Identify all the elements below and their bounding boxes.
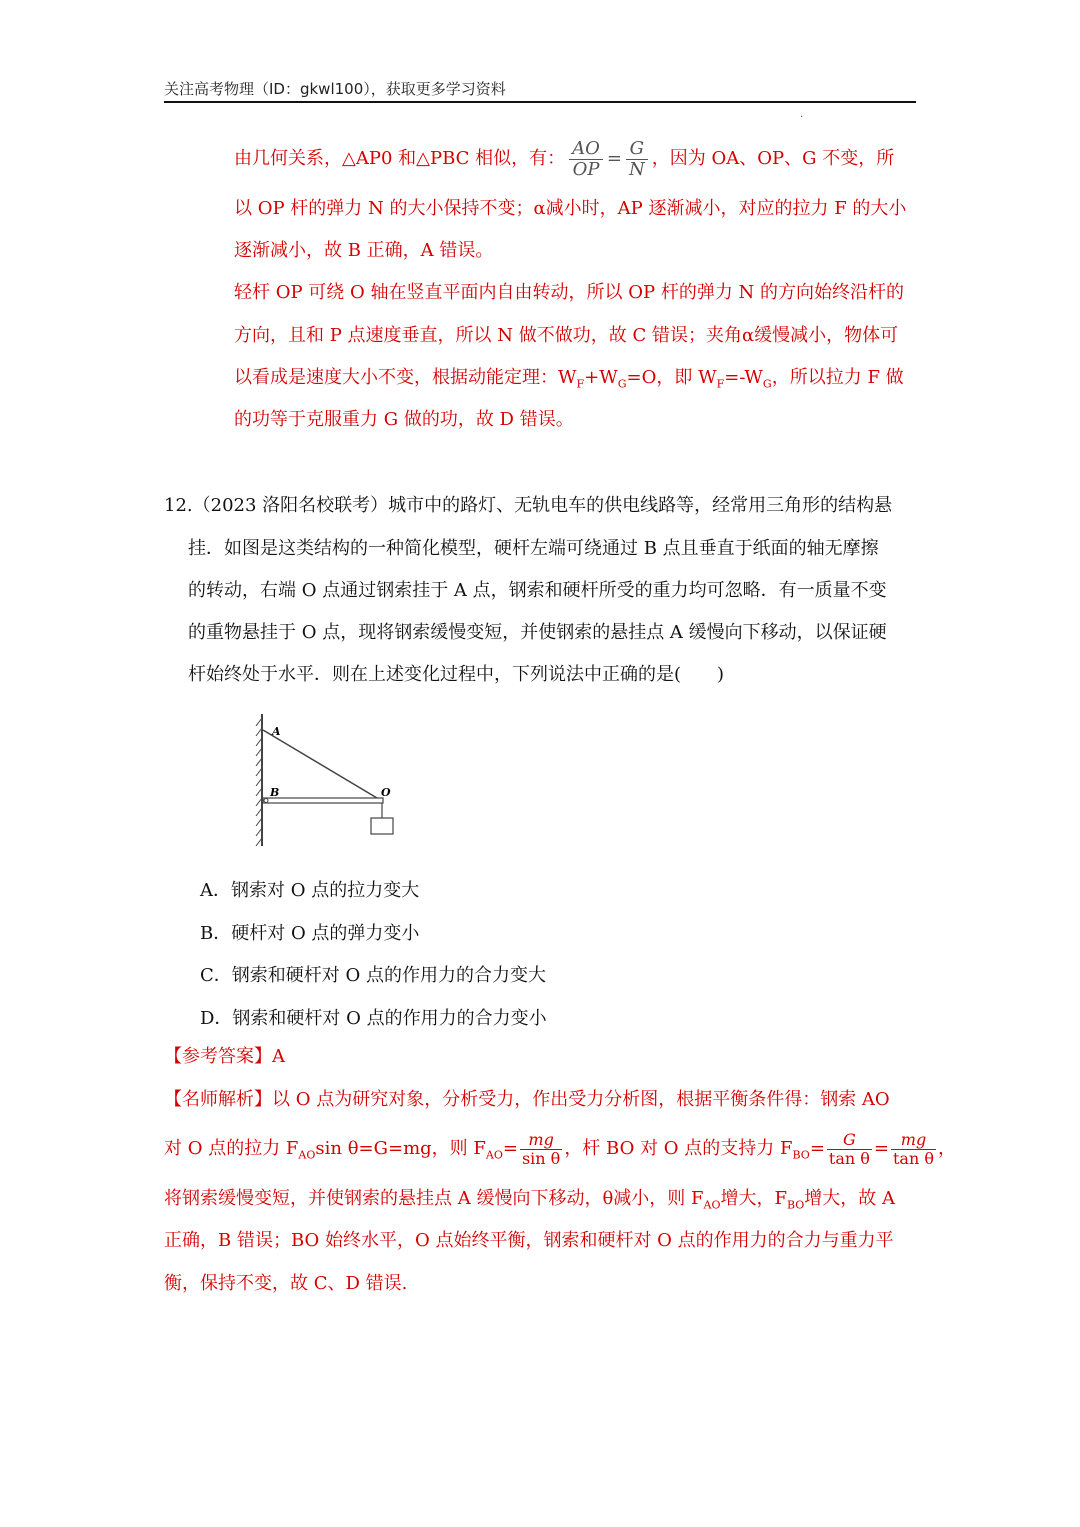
question-line1: [164, 485, 892, 527]
text-segment: =-W: [724, 367, 763, 388]
option-b: B．硬杆对 O 点的弹力变小: [200, 923, 420, 944]
question-number: 12.: [164, 495, 193, 516]
text-segment: =: [502, 1138, 518, 1159]
weight-block: [371, 818, 393, 834]
option-d: D．钢索和硬杆对 O 点的作用力的合力变小: [200, 1008, 547, 1029]
analysis-line1: [164, 1079, 890, 1121]
header-dot: ·: [800, 112, 804, 123]
label-a: A: [272, 725, 281, 738]
rigid-rod: [263, 798, 383, 803]
fraction-denominator: sin θ: [521, 1148, 561, 1168]
text-segment: 对 O 点的拉力 F: [164, 1138, 299, 1159]
label-o: O: [381, 786, 391, 799]
fraction-numerator: G: [827, 1131, 872, 1150]
prev-analysis-line7: 的功等于克服重力 G 做的功，故 D 错误。: [234, 409, 574, 430]
option-c: C．钢索和硬杆对 O 点的作用力的合力变大: [200, 965, 546, 986]
fraction-g-tan: [827, 1131, 872, 1168]
fraction-denominator: OP: [572, 158, 600, 180]
analysis-label: 【名师解析】: [164, 1089, 272, 1110]
subscript: G: [617, 377, 627, 391]
subscript: BO: [786, 1198, 805, 1212]
text-segment: =O，即 W: [626, 367, 717, 388]
fraction-denominator: N: [629, 158, 645, 180]
text-segment: 增大，故 A: [804, 1188, 896, 1209]
fraction-numerator: mg: [520, 1131, 562, 1150]
fraction-numerator: mg: [891, 1131, 936, 1150]
text-segment: 由几何关系，△AP0 和△PBC 相似，有：: [234, 148, 566, 169]
text-segment: 以 O 点为研究对象，分析受力，作出受力分析图，根据平衡条件得：钢索 AO: [272, 1089, 890, 1110]
prev-analysis-line5: 方向，且和 P 点速度垂直，所以 N 做不做功，故 C 错误；夹角α缓慢减小，物体可: [234, 325, 899, 346]
fraction-denominator: tan θ: [828, 1148, 870, 1168]
text-segment: =: [809, 1138, 825, 1159]
question-line2: 挂．如图是这类结构的一种简化模型，硬杆左端可绕通过 B 点且垂直于纸面的轴无摩擦: [188, 538, 879, 559]
option-a: A．钢索对 O 点的拉力变大: [200, 880, 420, 901]
analysis-line4: 正确，B 错误；BO 始终水平，O 点始终平衡，钢索和硬杆对 O 点的作用力的合力与重力平: [164, 1230, 894, 1251]
subscript: AO: [703, 1198, 721, 1212]
steel-cable: [263, 730, 382, 801]
subscript: BO: [792, 1148, 810, 1162]
fraction-g-n: [626, 139, 648, 180]
equals-sign: =: [606, 148, 622, 169]
answer-value: A: [272, 1046, 285, 1067]
prev-analysis-line4: 轻杆 OP 可绕 O 轴在竖直平面内自由转动，所以 OP 杆的弹力 N 的方向始终沿杆的: [234, 282, 905, 303]
question-line5: 杆始终处于水平．则在上述变化过程中，下列说法中正确的是( ): [188, 664, 725, 685]
subscript: AO: [485, 1148, 503, 1162]
question-line4: 的重物悬挂于 O 点，现将钢索缓慢变短，并使钢索的悬挂点 A 缓慢向下移动，以保证硬: [188, 622, 887, 643]
subscript: F: [576, 377, 585, 391]
wall-hatching: [256, 714, 262, 846]
subscript: G: [762, 377, 772, 391]
page-header: 关注高考物理（ID：gkwl100），获取更多学习资料: [164, 80, 506, 98]
answer-label: 【参考答案】: [164, 1046, 272, 1067]
text-segment: 增大，F: [720, 1188, 787, 1209]
reference-answer: [164, 1036, 285, 1078]
text-segment: sin θ=G=mg，则 F: [315, 1138, 486, 1159]
text-segment: ，因为 OA、OP、G 不变，所: [651, 148, 895, 169]
subscript: AO: [298, 1148, 316, 1162]
fraction-ao-op: [569, 139, 603, 180]
analysis-line5: 衡，保持不变，故 C、D 错误.: [164, 1273, 408, 1294]
physics-diagram: [250, 708, 410, 853]
fraction-numerator: G: [626, 139, 648, 160]
analysis-line2: [164, 1128, 956, 1177]
prev-analysis-line2: 以 OP 杆的弹力 N 的大小保持不变；α减小时，AP 逐渐减小，对应的拉力 F 的大小: [234, 198, 907, 219]
text-segment: 以看成是速度大小不变，根据动能定理：W: [234, 367, 577, 388]
fraction-numerator: AO: [569, 139, 603, 160]
question-line3: 的转动，右端 O 点通过钢索挂于 A 点，钢索和硬杆所受的重力均可忽略．有一质量不变: [188, 580, 887, 601]
fraction-denominator: tan θ: [893, 1148, 934, 1168]
text-segment: +W: [584, 367, 618, 388]
subscript: F: [716, 377, 725, 391]
text-segment: 将钢索缓慢变短，并使钢索的悬挂点 A 缓慢向下移动，θ减小，则 F: [164, 1188, 704, 1209]
question-text: （2023 洛阳名校联考）城市中的路灯、无轨电车的供电线路等，经常用三角形的结构悬: [192, 495, 893, 516]
label-b: B: [270, 786, 280, 799]
text-segment: ，: [938, 1138, 956, 1159]
fraction-mg-tan: [891, 1131, 936, 1168]
text-segment: ，所以拉力 F 做: [771, 367, 904, 388]
header-divider: [164, 101, 916, 103]
text-segment: =: [873, 1138, 889, 1159]
prev-analysis-line1: [234, 138, 894, 180]
fraction-mg-sin: [520, 1131, 562, 1168]
text-segment: ，杆 BO 对 O 点的支持力 F: [564, 1138, 793, 1159]
prev-analysis-line3: 逐渐减小，故 B 正确，A 错误。: [234, 240, 494, 261]
pivot-b: [264, 799, 268, 803]
